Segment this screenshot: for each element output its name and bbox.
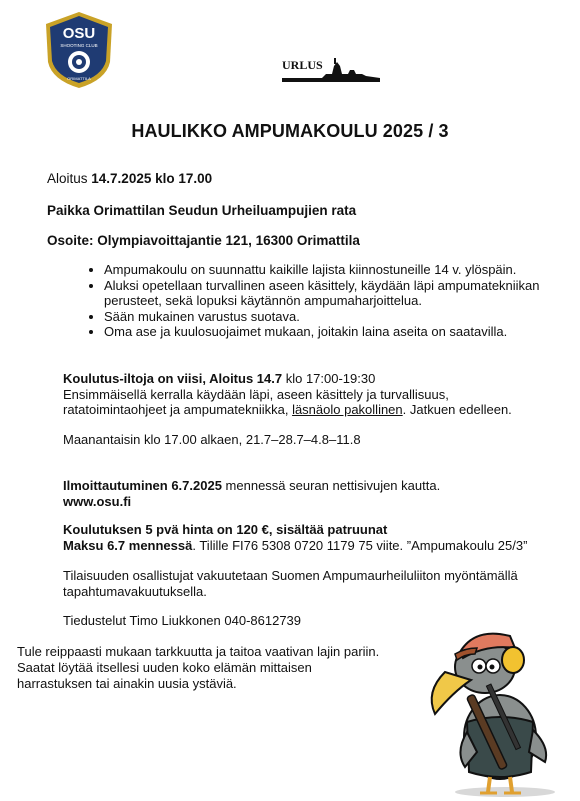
- attendance-mandatory: läsnäolo pakollinen: [292, 402, 403, 417]
- training-desc-3: . Jatkuen edelleen.: [402, 402, 512, 417]
- list-item: • Ampumakoulu on suunnattu kaikille lajista kiinnostuneille 14 v. ylöspäin.: [104, 262, 580, 278]
- address-value: Olympiavoittajantie 121, 16300 Orimattila: [97, 233, 360, 248]
- place-line: [47, 203, 356, 218]
- insurance-block: [63, 568, 518, 599]
- training-desc-2: ratatoimintaohjeet ja ampumatekniikka,: [63, 402, 293, 417]
- closing-line-2: Saatat löytää itsellesi uuden koko elämän mittaisen: [17, 660, 312, 675]
- osu-club-logo: [42, 10, 116, 90]
- training-desc-1: Ensimmäisellä kerralla käydään läpi, aseen käsittely ja turvallisuus,: [63, 386, 449, 402]
- address-line: [47, 233, 360, 248]
- insurance-line-1: Tilaisuuden osallistujat vakuutetaan Suomen Ampumaurheiluliiton myöntämällä: [63, 568, 518, 583]
- list-item: • Oma ase ja kuulosuojaimet mukaan, joitakin laina aseita on saatavilla.: [104, 324, 580, 340]
- closing-line-3: harrastuksen tai ainakin uusia ystäviä.: [17, 676, 237, 691]
- contact-line: Tiedustelut Timo Liukkonen 040-8612739: [63, 613, 302, 628]
- registration-deadline: Ilmoittautuminen 6.7.2025: [63, 478, 222, 493]
- place-value: Orimattilan Seudun Urheiluampujien rata: [93, 203, 357, 218]
- club-website-link[interactable]: www.osu.fi: [63, 493, 132, 509]
- registration-text: mennessä seuran nettisivujen kautta.: [221, 478, 441, 493]
- payment-details: . Tilille FI76 5308 0720 1179 75 viite. ”Ampumakoulu 25/3”: [192, 537, 528, 553]
- training-block: [63, 371, 512, 418]
- logo-osu-text: OSU: [62, 25, 96, 42]
- page-title: HAULIKKO AMPUMAKOULU 2025 / 3: [131, 121, 449, 141]
- urlus-text: URLUS: [282, 58, 323, 72]
- list-item: • Aluksi opetellaan turvallinen aseen käsittely, käydään läpi ampumatekniikan perusteet, sekä lopuksi käytännön ampumaharjoittelua.: [104, 278, 544, 309]
- logo-sub-text: SHOOTING CLUB: [60, 43, 98, 48]
- bird-mascot-illustration: [405, 622, 575, 798]
- monday-dates: Maanantaisin klo 17.00 alkaen, 21.7–28.7–4.8–11.8: [63, 432, 361, 447]
- closing-paragraph: [17, 644, 379, 692]
- start-line: [47, 171, 212, 186]
- insurance-line-2: tapahtumavakuutuksella.: [63, 583, 207, 599]
- list-item: • Sään mukainen varustus suotava.: [104, 309, 580, 325]
- payment-deadline: Maksu 6.7 mennessä: [63, 537, 193, 553]
- urlus-logo: [282, 52, 380, 88]
- training-time: klo 17:00-19:30: [282, 371, 376, 386]
- info-bullet-list: [60, 262, 580, 340]
- training-heading: Koulutus-iltoja on viisi, Aloitus 14.7: [63, 371, 283, 386]
- price-line: Koulutuksen 5 pvä hinta on 120 €, sisältää patruunat: [63, 522, 388, 537]
- registration-block: [63, 478, 440, 509]
- start-label: Aloitus: [47, 171, 92, 186]
- start-value: 14.7.2025 klo 17.00: [91, 171, 213, 186]
- logo-bottom-text: ORIMATTILA: [67, 76, 91, 81]
- closing-line-1: Tule reippaasti mukaan tarkkuutta ja taitoa vaativan lajin pariin.: [17, 644, 380, 659]
- price-block: [63, 522, 527, 553]
- address-label: Osoite:: [47, 233, 98, 248]
- place-label: Paikka: [47, 203, 94, 218]
